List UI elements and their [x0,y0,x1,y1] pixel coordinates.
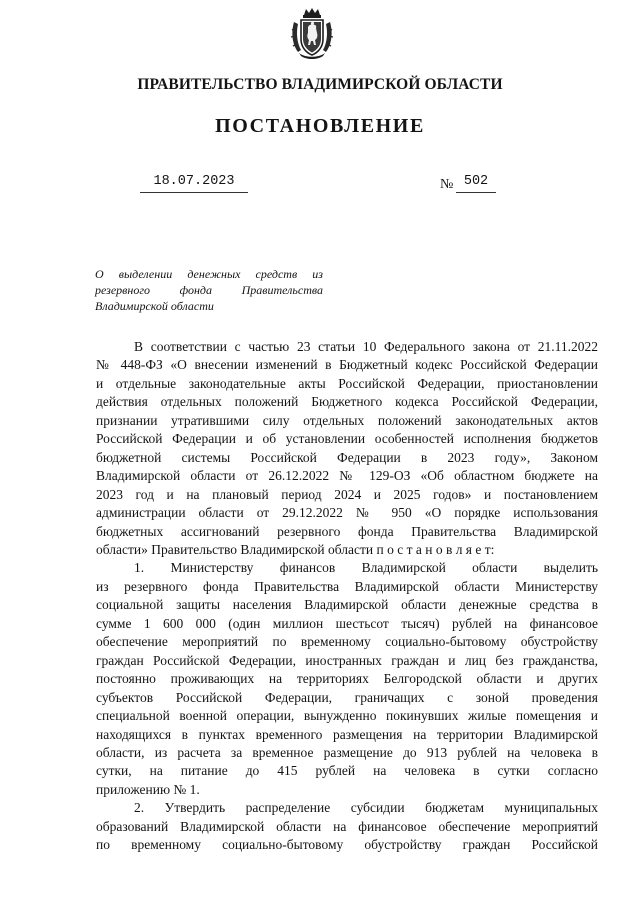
text-line: субъектов Российской Федерации, граничащих с зоной проведения [96,689,598,705]
text-line: области, из расчета за временное размещение до 913 рублей на человека в [96,744,598,760]
text-line: граждан Российской Федерации, иностранных граждан и лиц без гражданства, [96,652,598,668]
text-line: образований Владимирской области на финансовое обеспечение мероприятий [96,818,598,834]
text-line: постоянно проживающих на территориях Белгородской области и других [96,671,598,687]
text-line: 1. Министерству финансов Владимирской области выделить [134,560,598,576]
preamble-paragraph [96,338,598,559]
text-line: области» Правительство Владимирской области п о с т а н о в л я е т: [96,541,495,557]
text-line: администрации области от 29.12.2022 № 950 «О порядке использования [96,505,598,521]
text-line: В соответствии с частью 23 статьи 10 Федерального закона от 21.11.2022 [134,339,598,354]
text-line: сумме 1 600 000 (один миллион шестьсот тысяч) рублей на финансовое [96,615,598,631]
subject-line: О выделении денежных средств из [95,267,323,281]
text-line: из резервного фонда Правительства Владимирской области Министерству [96,578,598,594]
text-line: признании утратившими силу отдельных положений законодательных актов [96,412,598,428]
text-line: сутки, на питание до 415 рублей на человека в сутки согласно [96,763,598,779]
text-line: социальной защиты населения Владимирской области денежные средства в [96,597,598,613]
subject-line: Владимирской области [95,299,214,313]
document-subject [95,266,323,314]
text-line: бюджетных ассигнований резервного фонда Правительства Владимирской [96,523,598,539]
coat-of-arms-icon [290,6,334,60]
text-line: 2. Утвердить распределение субсидии бюджетам муниципальных [134,800,598,816]
item-1-paragraph [96,559,598,799]
document-date: 18.07.2023 [140,174,248,193]
document-body [96,338,598,855]
item-2-paragraph [96,799,598,854]
text-line: специальной военной операции, вынужденно покинувших жилые помещения и [96,708,598,724]
text-line: находящихся в пунктах временного размещения на территории Владимирской [96,726,598,742]
text-line: 2023 год и на плановый период 2024 и 2025 годов» и постановлением [96,486,598,502]
text-line: обеспечение мероприятий по временному социально-бытовому обустройству [96,634,598,650]
text-line: бюджетной системы Российской Федерации в 2023 году», Законом [96,449,598,465]
text-line: № 448-ФЗ «О внесении изменений в Бюджетный кодекс Российской Федерации [96,357,598,373]
number-sign: № [440,177,454,192]
text-line: действия отдельных положений Бюджетного кодекса Российской Федерации, [96,394,598,410]
document-type: ПОСТАНОВЛЕНИЕ [215,115,425,137]
government-title: ПРАВИТЕЛЬСТВО ВЛАДИМИРСКОЙ ОБЛАСТИ [137,76,503,93]
text-line: и отдельные законодательные акты Российской Федерации, приостановлении [96,375,598,391]
subject-line: резервного фонда Правительства [95,283,323,297]
text-line: по временному социально-бытовому обустройству граждан Российской [96,837,598,853]
text-line: Владимирской области от 26.12.2022 № 129-ОЗ «Об областном бюджете на [96,468,598,484]
text-line: Российской Федерации и об установлении особенностей исполнения бюджетов [96,431,598,447]
document-number: 502 [456,174,496,193]
text-line: приложению № 1. [96,781,200,797]
